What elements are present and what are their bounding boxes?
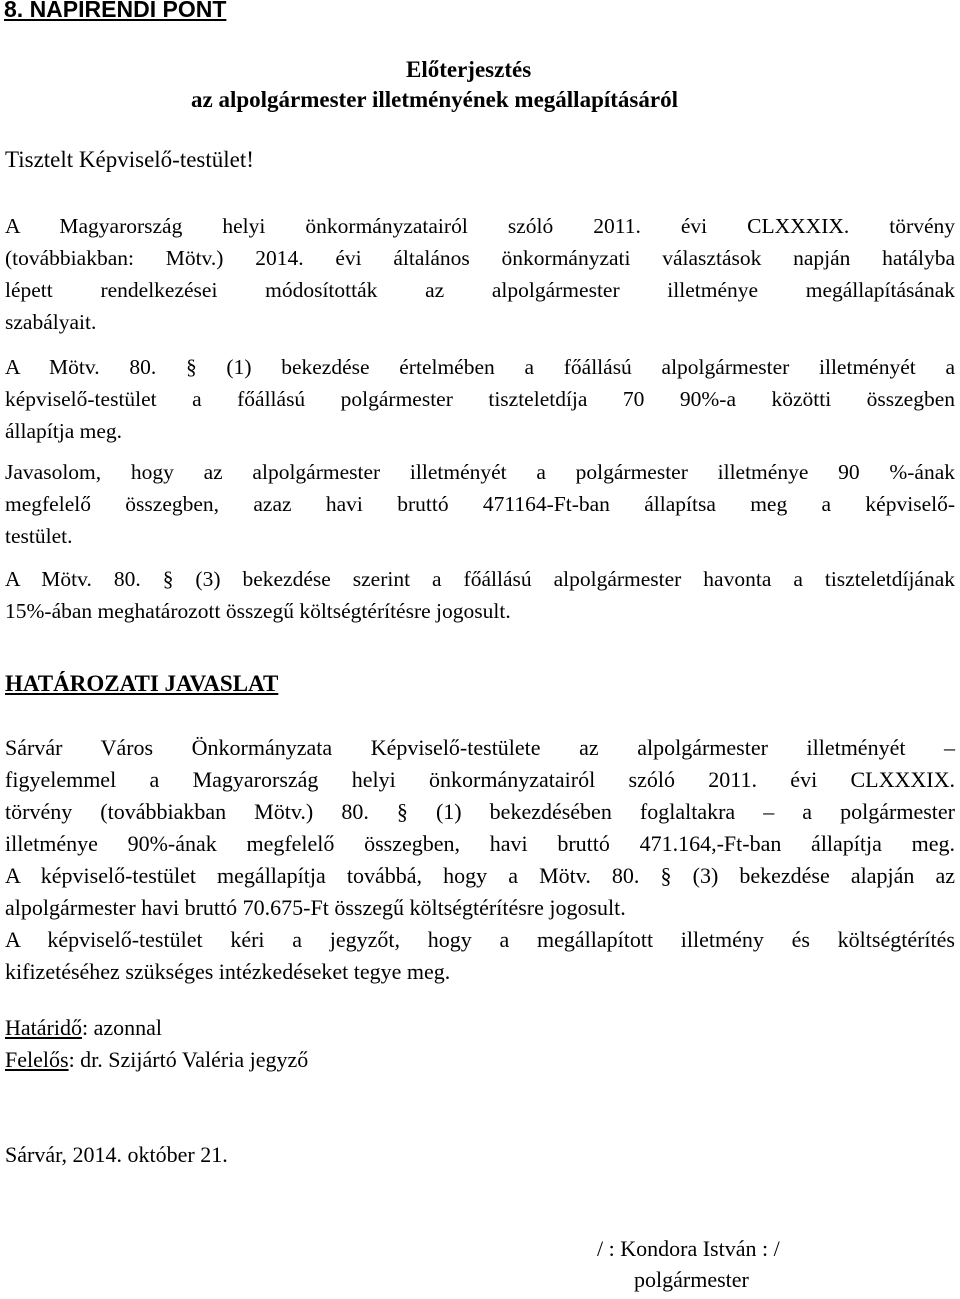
intro-line: (továbbiakban: Mötv.) 2014. évi általános önkormányzati választások napján hatályba — [5, 246, 955, 270]
agenda-item-heading: 8. NAPIRENDI PONT — [4, 0, 227, 22]
resolution-line: illetménye 90%-ának megfelelő összegben, havi bruttó 471.164,-Ft-ban állapítja meg. — [5, 831, 955, 856]
deadline-value: : azonnal — [81, 1015, 162, 1040]
intro-line: szabályait. — [5, 310, 97, 334]
intro-line: lépett rendelkezései módosították az alpolgármester illetménye megállapításának — [5, 278, 955, 302]
deadline-row — [5, 1015, 162, 1041]
resolution-line: figyelemmel a Magyarország helyi önkormányzatairól szóló 2011. évi CLXXXIX. — [5, 767, 955, 792]
paragraph-line: testület. — [5, 524, 73, 548]
proposal-paragraph — [5, 456, 955, 552]
resolution-line: törvény (továbbiakban Mötv.) 80. § (1) bekezdésében foglaltakra – a polgármester — [5, 799, 955, 824]
resolution-text — [5, 732, 955, 988]
resolution-heading: HATÁROZATI JAVASLAT — [5, 671, 279, 696]
proposal-title: Előterjesztés — [406, 57, 532, 82]
responsible-row — [5, 1047, 308, 1073]
resolution-line: alpolgármester havi bruttó 70.675-Ft összegű költségtérítésre jogosult. — [5, 895, 626, 920]
resolution-line: A képviselő-testület megállapítja továbbá, hogy a Mötv. 80. § (3) bekezdése alapján az — [5, 863, 955, 888]
resolution-line: kifizetéséhez szükséges intézkedéseket tegye meg. — [5, 959, 451, 984]
paragraph-line: 15%-ában meghatározott összegű költségtérítésre jogosult. — [5, 599, 511, 623]
paragraph-line: A Mötv. 80. § (3) bekezdése szerint a főállású alpolgármester havonta a tiszteletdíjának — [5, 567, 955, 591]
paragraph-line: A Mötv. 80. § (1) bekezdése értelmében a főállású alpolgármester illetményét a — [5, 355, 955, 379]
responsible-label: Felelős — [5, 1047, 69, 1072]
intro-line: A Magyarország helyi önkormányzatairól szóló 2011. évi CLXXXIX. törvény — [5, 214, 955, 238]
mötv-80-1-paragraph — [5, 351, 955, 447]
signature-name: / : Kondora István : / — [597, 1236, 780, 1261]
intro-paragraph — [5, 210, 955, 338]
paragraph-line: állapítja meg. — [5, 419, 123, 443]
deadline-label: Határidő — [5, 1015, 82, 1040]
proposal-subtitle: az alpolgármester illetményének megállapításáról — [191, 87, 678, 112]
responsible-value: : dr. Szijártó Valéria jegyző — [68, 1047, 309, 1072]
paragraph-line: képviselő-testület a főállású polgármester tiszteletdíja 70 90%-a közötti összegben — [5, 387, 955, 411]
salutation: Tisztelt Képviselő-testület! — [5, 147, 254, 172]
signature-role: polgármester — [634, 1267, 749, 1292]
paragraph-line: Javasolom, hogy az alpolgármester illetményét a polgármester illetménye 90 %-ának — [5, 460, 955, 484]
mötv-80-3-paragraph — [5, 563, 955, 627]
resolution-line: A képviselő-testület kéri a jegyzőt, hogy a megállapított illetmény és költségtérítés — [5, 927, 955, 952]
paragraph-line: megfelelő összegben, azaz havi bruttó 471164-Ft-ban állapítsa meg a képviselő- — [5, 492, 955, 516]
resolution-line: Sárvár Város Önkormányzata Képviselő-testülete az alpolgármester illetményét – — [5, 735, 955, 760]
place-date: Sárvár, 2014. október 21. — [5, 1142, 228, 1167]
